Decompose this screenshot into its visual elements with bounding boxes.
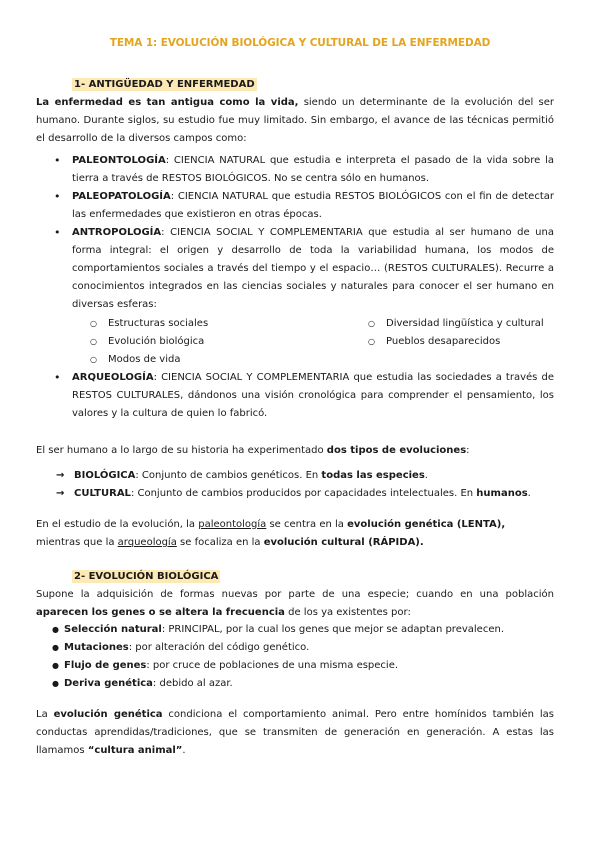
- list-item: [56, 485, 556, 503]
- intro-bold: La enfermedad es tan antigua como la vida,: [36, 97, 299, 108]
- closing-paragraph: [36, 706, 554, 760]
- item-text: : CIENCIA NATURAL que estudia e interpreta el pasado de la vida sobre la tierra a través de RESTOS BIOLÓGICOS. No se centra sólo en humanos.: [72, 155, 554, 184]
- list-item: ○ Modos de vida: [90, 351, 180, 369]
- section-heading-1-text: 1- ANTIGÜEDAD Y ENFERMEDAD: [74, 79, 255, 90]
- evolutions-intro: [36, 442, 554, 460]
- item-term: Selección natural: [64, 624, 162, 635]
- list-item: [52, 188, 554, 224]
- list-item: ○ Pueblos desaparecidos: [368, 333, 500, 351]
- item-bold: todas las especies: [321, 470, 425, 481]
- item-text: : por cruce de poblaciones de una misma especie.: [146, 660, 399, 671]
- section2-intro: [36, 586, 554, 622]
- item-end: .: [527, 488, 531, 499]
- item-bold: humanos: [476, 488, 528, 499]
- spheres-list: [90, 315, 560, 369]
- item-text: : Conjunto de cambios genéticos. En: [135, 470, 322, 481]
- list-item: [56, 467, 556, 485]
- section2-intro-bold: aparecen los genes o se altera la frecuencia: [36, 607, 285, 618]
- item-text: : PRINCIPAL, por la cual los genes que mejor se adaptan prevalecen.: [161, 624, 504, 635]
- section-heading-2-text: 2- EVOLUCIÓN BIOLÓGICA: [74, 571, 219, 582]
- section2-intro-text: Supone la adquisición de formas nuevas por parte de una especie; cuando en una población: [36, 589, 554, 600]
- study-text: En el estudio de la evolución, la: [36, 519, 199, 530]
- study-underline: arqueología: [117, 537, 177, 548]
- item-text: : CIENCIA SOCIAL Y COMPLEMENTARIA que estudia al ser humano de una forma integral: el origen y desarrollo de toda la variabilidad humana, los modos de comportamientos sociales a través del tiempo y el espacio… (RESTOS CULTURALES). Recurre a conocimientos integrados en las ciencias sociales y naturales para conocer el ser humano en diversas esferas:: [72, 227, 554, 310]
- item-text: : Conjunto de cambios producidos por capacidades intelectuales. En: [130, 488, 477, 499]
- item-text: : CIENCIA SOCIAL Y COMPLEMENTARIA que estudia las sociedades a través de RESTOS CULTURALES, dándonos una visión cronológica para comprender el pensamiento, los valores y la cultura de quien lo fabricó.: [72, 372, 554, 419]
- item-text: : CIENCIA NATURAL que estudia RESTOS BIOLÓGICOS con el fin de detectar las enfermedades que existieron en otras épocas.: [72, 191, 554, 220]
- list-item: [52, 369, 554, 423]
- list-item: [52, 152, 554, 188]
- intro-paragraph: [36, 94, 554, 148]
- section-heading-2: [72, 568, 220, 586]
- evolutions-intro-end: :: [466, 445, 470, 456]
- item-text: : por alteración del código genético.: [128, 642, 310, 653]
- item-term: Flujo de genes: [64, 660, 147, 671]
- item-term: ARQUEOLOGÍA: [72, 372, 154, 383]
- closing-text: La: [36, 709, 54, 720]
- factors-list: [52, 621, 552, 693]
- study-bold: evolución cultural (RÁPIDA).: [263, 537, 424, 548]
- item-end: .: [424, 470, 428, 481]
- evolutions-intro-text: El ser humano a lo largo de su historia ha experimentado: [36, 445, 327, 456]
- study-underline: paleontología: [198, 519, 267, 530]
- list-item: [52, 639, 552, 657]
- page-title: TEMA 1: EVOLUCIÓN BIOLÓGICA Y CULTURAL DE LA ENFERMEDAD: [109, 37, 491, 49]
- closing-bold: “cultura animal”: [87, 745, 183, 756]
- evolution-types-list: [56, 467, 556, 503]
- fields-list-continued: [52, 369, 554, 423]
- item-term: PALEOPATOLOGÍA: [72, 191, 171, 202]
- section2-intro-text: de los ya existentes por:: [284, 607, 411, 618]
- item-term: BIOLÓGICA: [74, 470, 136, 481]
- list-item: ○ Evolución biológica: [90, 333, 204, 351]
- study-text: mientras que la: [36, 537, 118, 548]
- study-text: se centra en la: [266, 519, 348, 530]
- list-item: [52, 675, 552, 693]
- list-item: [52, 657, 552, 675]
- study-text: se focaliza en la: [176, 537, 264, 548]
- list-item: ○ Diversidad lingüística y cultural: [368, 315, 544, 333]
- item-term: CULTURAL: [74, 488, 131, 499]
- item-term: PALEONTOLOGÍA: [72, 155, 166, 166]
- study-bold: evolución genética (LENTA),: [347, 519, 506, 530]
- item-term: Deriva genética: [64, 678, 153, 689]
- list-item: ○ Estructuras sociales: [90, 315, 208, 333]
- closing-end: .: [182, 745, 186, 756]
- intro-text: siendo un determinante de la evolución del ser humano. Durante siglos, su estudio fue muy limitado. Sin embargo, el avance de las técnicas permitió el desarrollo de la diversos campos como:: [36, 97, 555, 144]
- item-term: Mutaciones: [64, 642, 129, 653]
- item-term: ANTROPOLOGÍA: [72, 227, 162, 238]
- study-paragraph: [36, 516, 554, 552]
- fields-list: [52, 152, 554, 314]
- closing-text: condiciona el comportamiento animal. Pero entre homínidos también las conductas aprendidas/tradiciones, que se transmiten de generación en generación. A estas las llamamos: [36, 709, 554, 756]
- evolutions-intro-bold: dos tipos de evoluciones: [326, 445, 467, 456]
- closing-bold: evolución genética: [53, 709, 163, 720]
- section-heading-1: [72, 76, 257, 94]
- list-item: [52, 224, 554, 314]
- list-item: [52, 621, 552, 639]
- item-text: : debido al azar.: [152, 678, 233, 689]
